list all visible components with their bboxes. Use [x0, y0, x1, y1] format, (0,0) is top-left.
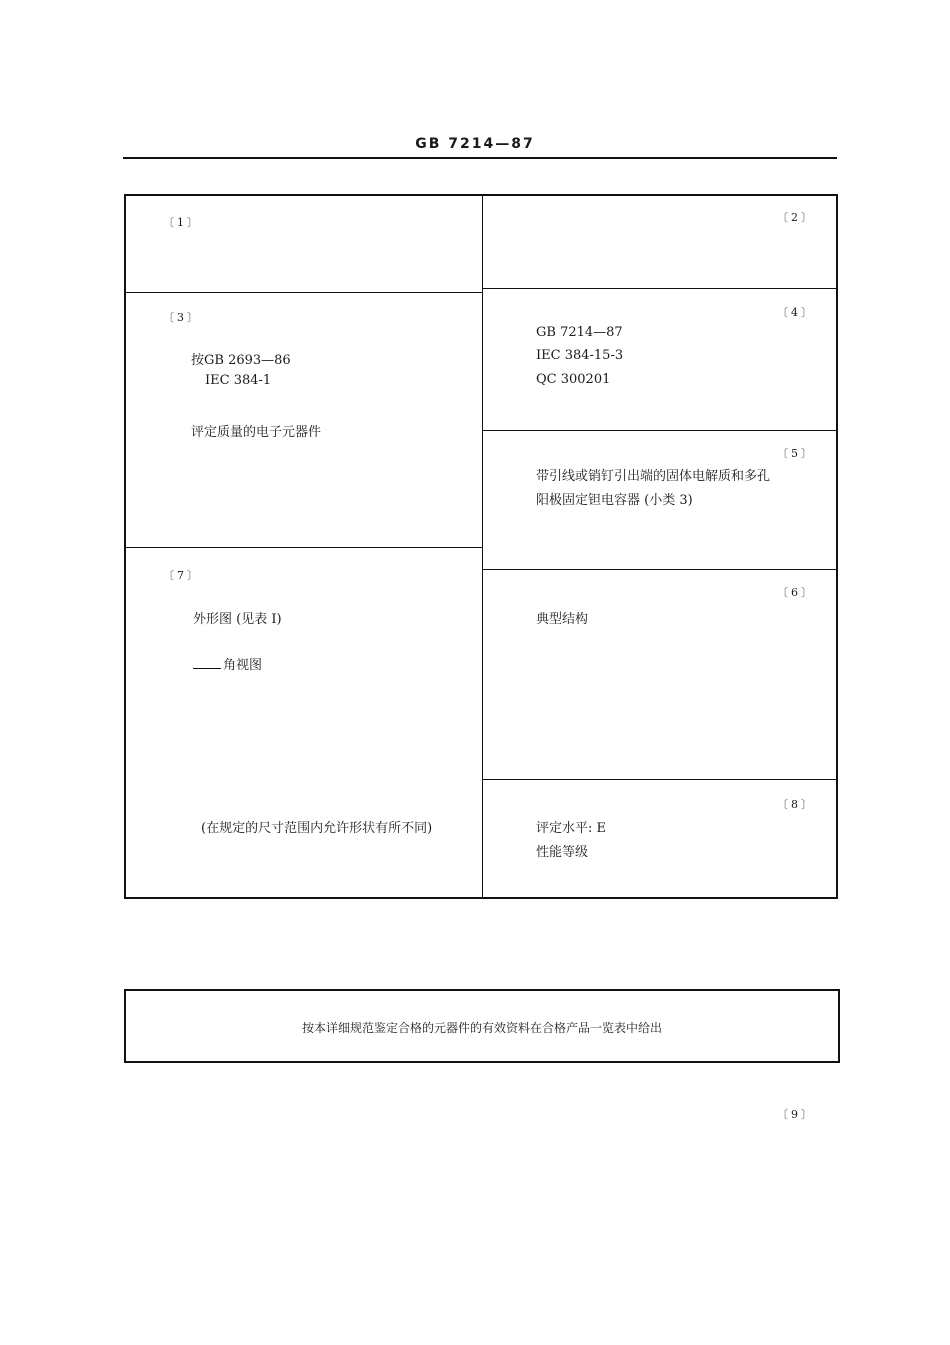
notice-box [124, 989, 840, 1063]
box-7-tag: 〔7〕 [163, 569, 201, 582]
box-3-standard-ref: 按GB 2693—86 [191, 353, 291, 368]
spec-table [124, 194, 838, 899]
box-8-tag: 〔8〕 [777, 798, 815, 811]
box-5-tag: 〔5〕 [777, 447, 815, 460]
box-2-tag: 〔2〕 [777, 211, 815, 224]
page-header-title: GB 7214—87 [415, 136, 535, 152]
right-divider-2 [482, 430, 836, 431]
box-9-tag: 〔9〕 [777, 1108, 815, 1121]
box-7-angle-view-label: 角视图 [223, 658, 263, 673]
box-7-angle-view [193, 654, 262, 673]
box-5-title-line-1: 带引线或销钉引出端的固体电解质和多孔 [536, 469, 771, 484]
right-divider-3 [482, 569, 836, 570]
box-3-description: 评定质量的电子元器件 [191, 425, 322, 440]
center-divider [482, 196, 483, 897]
box-6-tag: 〔6〕 [777, 586, 815, 599]
notice-text: 按本详细规范鉴定合格的元器件的有效资料在合格产品一览表中给出 [301, 1021, 662, 1035]
box-7-shape-note: (在规定的尺寸范围内允许形状有所不同) [201, 821, 433, 836]
box-4-tag: 〔4〕 [777, 306, 815, 319]
box-1-tag: 〔1〕 [163, 216, 201, 229]
box-3-tag: 〔3〕 [163, 311, 201, 324]
box-7-outline-drawing: 外形图 (见表 I) [193, 612, 282, 627]
box-5-title-line-2: 阳极固定钽电容器 (小类 3) [536, 493, 693, 508]
box-6-typical-structure: 典型结构 [536, 612, 589, 627]
left-divider-1 [126, 292, 482, 293]
box-4-qc-ref: QC 300201 [536, 372, 611, 387]
box-4-gb-ref: GB 7214—87 [536, 325, 623, 340]
left-divider-2 [126, 547, 482, 548]
right-divider-4 [482, 779, 836, 780]
right-divider-1 [482, 288, 836, 289]
box-4-iec-ref: IEC 384-15-3 [536, 348, 624, 363]
header-rule [123, 157, 837, 159]
box-3-iec-ref: IEC 384-1 [205, 373, 272, 388]
box-8-assessment-level: 评定水平: E [536, 821, 607, 836]
box-8-performance-grade: 性能等级 [536, 845, 589, 860]
angle-blank-line [193, 658, 221, 669]
